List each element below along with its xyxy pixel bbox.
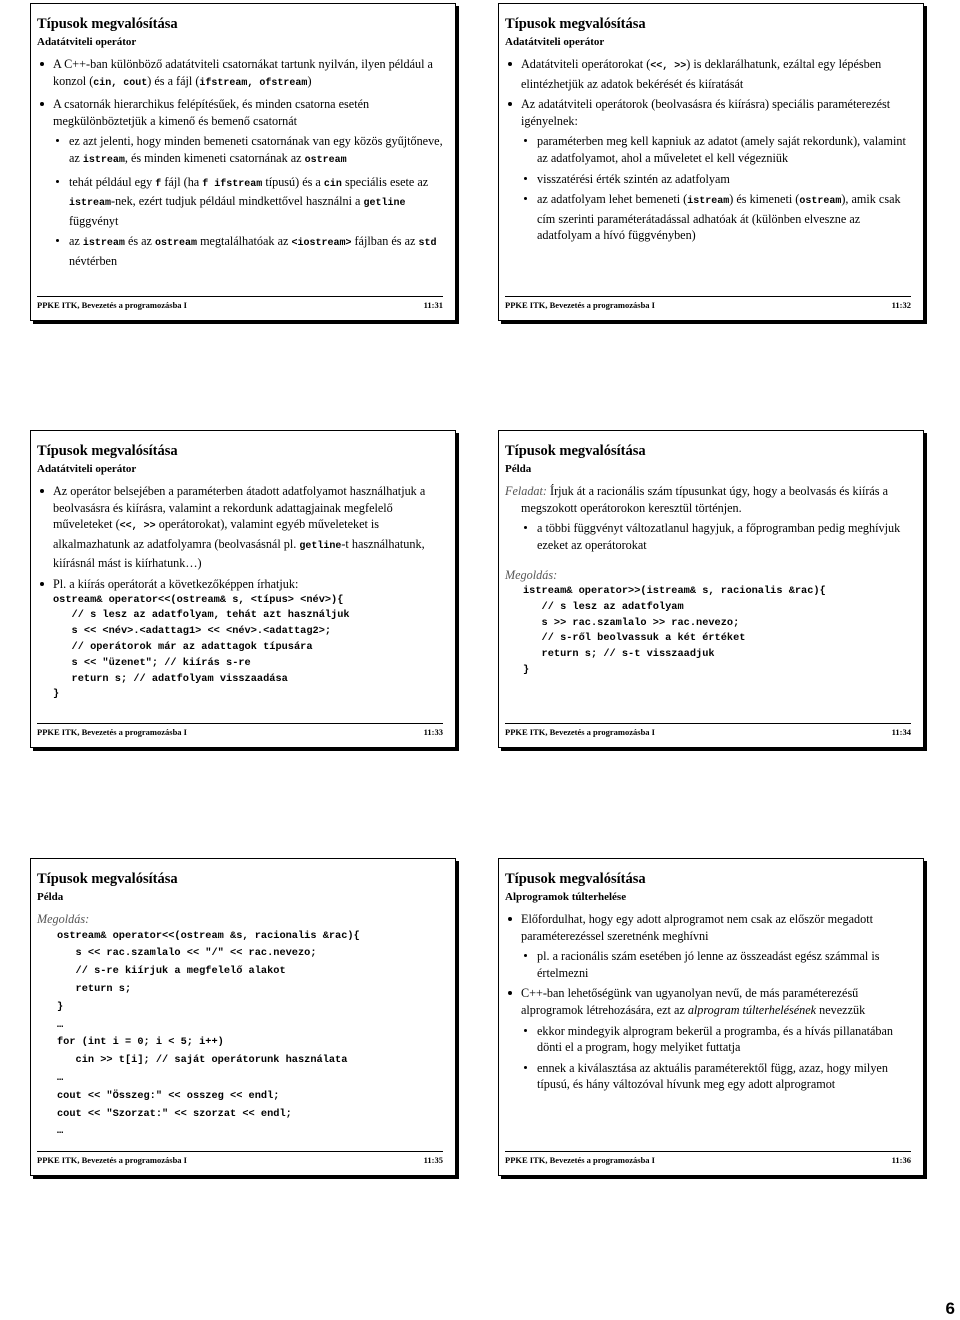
bullet-item: C++-ban lehetőségünk van ugyanolyan nevű, de más paraméterezésű alprogramok létrehozására, ezt az alprogram túlterhelésének nevezzük (505, 985, 913, 1018)
sub-bullet-item: visszatérési érték szintén az adatfolyam (505, 171, 913, 188)
slide-number: 11:32 (891, 300, 911, 310)
task-label: Feladat: (505, 484, 547, 498)
slide-body (37, 911, 445, 1141)
slide-11-32 (498, 3, 924, 321)
footer-course: PPKE ITK, Bevezetés a programozásba I (505, 300, 655, 310)
slide-number: 11:35 (423, 1155, 443, 1165)
code-line: // s lesz az adatfolyam, tehát azt használjuk (53, 609, 350, 622)
footer-course: PPKE ITK, Bevezetés a programozásba I (37, 727, 187, 737)
footer-course: PPKE ITK, Bevezetés a programozásba I (505, 1155, 655, 1165)
footer-course: PPKE ITK, Bevezetés a programozásba I (37, 300, 187, 310)
slide-title: Típusok megvalósítása (37, 871, 178, 887)
sub-bullet-item: a többi függvényt változatlanul hagyjuk, a főprogramban pedig meghívjuk ezeket az operátorokat (505, 520, 913, 553)
slide-body (37, 56, 445, 274)
code-line: // s-ről beolvassuk a két értéket (523, 632, 746, 645)
code-block (53, 593, 445, 704)
slide-footer (505, 296, 911, 311)
code-block (505, 584, 913, 679)
slide-body (505, 911, 913, 1097)
slide-body (37, 483, 445, 703)
code-line: // s lesz az adatfolyam (523, 600, 684, 613)
code-line: cout << "Összeg:" << osszeg << endl; (57, 1089, 280, 1102)
slide-footer (37, 1151, 443, 1166)
solution-label: Megoldás: (37, 912, 90, 926)
code-line: return s; // adatfolyam visszaadása (53, 672, 288, 685)
code-block (37, 928, 445, 1142)
bullet-item: Előfordulhat, hogy egy adott alprogramot nem csak az először megadott paraméterezéssel szeretnénk meghívni (505, 911, 913, 944)
code-line: // operátorok már az adattagok típusára (53, 640, 313, 653)
solution-label: Megoldás: (505, 568, 558, 583)
slide-number: 11:36 (891, 1155, 911, 1165)
code-line: } (57, 1000, 64, 1013)
slide-number: 11:33 (423, 727, 443, 737)
slide-footer (37, 723, 443, 738)
page-number: 6 (945, 1299, 955, 1318)
code-line: s << rac.szamlalo << "/" << rac.nevezo; (57, 947, 317, 960)
slide-footer (505, 1151, 911, 1166)
sub-bullet-item: az adatfolyam lehet bemeneti (istream) és kimeneti (ostream), amik csak cím szerinti paraméterátadással adhatóak át (különben elveszne az adatfolyam a hívó függvényben) (505, 191, 913, 244)
slide-subtitle: Alprogramok túlterhelése (505, 891, 627, 903)
slide-11-33 (30, 430, 456, 748)
code-line: … (57, 1071, 64, 1084)
code-line: return s; // s-t visszaadjuk (523, 648, 715, 661)
footer-course: PPKE ITK, Bevezetés a programozásba I (37, 1155, 187, 1165)
code-line: cout << "Szorzat:" << szorzat << endl; (57, 1107, 292, 1120)
sub-bullet-item: ennek a kiválasztása az aktuális paraméterektől függ, azaz, hogy milyen típusú, és hány változóval hívunk meg egy adott alprogramot (505, 1060, 913, 1093)
code-line: return s; (57, 982, 132, 995)
slide-subtitle: Adatátviteli operátor (37, 36, 137, 48)
code-line: for (int i = 0; i < 5; i++) (57, 1036, 224, 1049)
slide-title: Típusok megvalósítása (37, 443, 178, 459)
task-paragraph (505, 483, 913, 516)
slide-subtitle: Példa (505, 463, 532, 475)
slide-footer (37, 296, 443, 311)
code-line: } (523, 663, 530, 676)
slide-number: 11:34 (891, 727, 911, 737)
bullet-item: Adatátviteli operátorokat (<<, >>) is deklarálhatunk, ezáltal egy lépésben elintézhetjük az adatok bekérését és kiíratását (505, 56, 913, 92)
code-line: s >> rac.szamlalo >> rac.nevezo; (523, 616, 740, 629)
code-line: // s-re kiírjuk a megfelelő alakot (57, 965, 286, 978)
slide-11-36 (498, 858, 924, 1176)
bullet-item: Pl. a kiírás operátorát a következőképpen írhatjuk: ostream& operator<<(ostream& s, <típus> <név>){ // s lesz az adatfolyam, tehát azt használjuk s << <név>.<adattag1> << <név>.<adattag2>; // operátorok már az adattagok típusára s << "üzenet"; // kiírás s-re return s; // adatfolyam visszaadása } (37, 576, 445, 703)
sub-bullet-item: paraméterben meg kell kapniuk az adatot (amely saját rekordunk), valamint az adatfolyamot, ahol a műveletet el kell végezniük (505, 133, 913, 166)
slide-body (505, 56, 913, 248)
slide-footer (505, 723, 911, 738)
bullet-item: A csatornák hierarchikus felépítésűek, és minden csatorna esetén megkülönböztetjük a kimenő és bemenő csatornát (37, 96, 445, 129)
slide-11-34 (498, 430, 924, 748)
code-line: } (53, 688, 60, 701)
slide-title: Típusok megvalósítása (505, 443, 646, 459)
task-text: Írjuk át a racionális szám típusunkat úgy, hogy a beolvasás és kiírás a megszokott operátorokon keresztül történjen. (521, 484, 889, 515)
slide-11-35 (30, 858, 456, 1176)
code-line: s << "üzenet"; // kiírás s-re (53, 656, 251, 669)
slide-title: Típusok megvalósítása (505, 16, 646, 32)
slide-title: Típusok megvalósítása (37, 16, 178, 32)
code-line: ostream& operator<<(ostream& s, <típus> <név>){ (53, 593, 344, 606)
code-line: … (57, 1125, 64, 1138)
sub-bullet-item: ez azt jelenti, hogy minden bemeneti csatornának van egy közös gyűjtőneve, az istream, és minden kimeneti csatornának az ostream (37, 133, 445, 169)
sub-bullet-item: pl. a racionális szám esetében jó lenne az összeadást egész számmal is értelmezni (505, 948, 913, 981)
code-line: istream& operator>>(istream& s, racionalis &rac){ (523, 584, 826, 597)
sub-bullet-item: az istream és az ostream megtalálhatóak az <iostream> fájlban és az std névtérben (37, 233, 445, 269)
slide-number: 11:31 (423, 300, 443, 310)
slide-11-31 (30, 3, 456, 321)
sub-bullet-item: tehát például egy f fájl (ha f ifstream típusú) és a cin speciális esete az istream-nek, ezért tudjuk például mindkettővel használni a getline függvényt (37, 174, 445, 230)
code-line: ostream& operator<<(ostream &s, racionalis &rac){ (57, 929, 360, 942)
code-line: cin >> t[i]; // saját operátorunk használata (57, 1054, 348, 1067)
slide-subtitle: Példa (37, 891, 64, 903)
code-line: s << <név>.<adattag1> << <név>.<adattag2>; (53, 625, 332, 638)
sub-bullet-item: ekkor mindegyik alprogram bekerül a programba, és a hívás pillanatában dönti el a program, hogy melyiket futtatja (505, 1023, 913, 1056)
code-line: … (57, 1018, 64, 1031)
slide-subtitle: Adatátviteli operátor (505, 36, 605, 48)
slide-subtitle: Adatátviteli operátor (37, 463, 137, 475)
footer-course: PPKE ITK, Bevezetés a programozásba I (505, 727, 655, 737)
slide-body (505, 483, 913, 679)
bullet-item: A C++-ban különböző adatátviteli csatornákat tartunk nyilván, ilyen például a konzol (cin, cout) és a fájl (ifstream, ofstream) (37, 56, 445, 92)
slide-title: Típusok megvalósítása (505, 871, 646, 887)
bullet-item: Az operátor belsejében a paraméterben átadott adatfolyamot használhatjuk a beolvasásra és kiírásra, valamint a rekordunk adattagjainak megfelelő műveleteket (<<, >> operátorokat), valamint egyéb műveleteket is alkalmazhatunk az adatfolyamra (beolvasásnál pl. getline-t használhatunk, kiírásnál mást is kiírhatunk…) (37, 483, 445, 572)
bullet-item: Az adatátviteli operátorok (beolvasásra és kiírásra) speciális paraméterezést igényelnek: (505, 96, 913, 129)
